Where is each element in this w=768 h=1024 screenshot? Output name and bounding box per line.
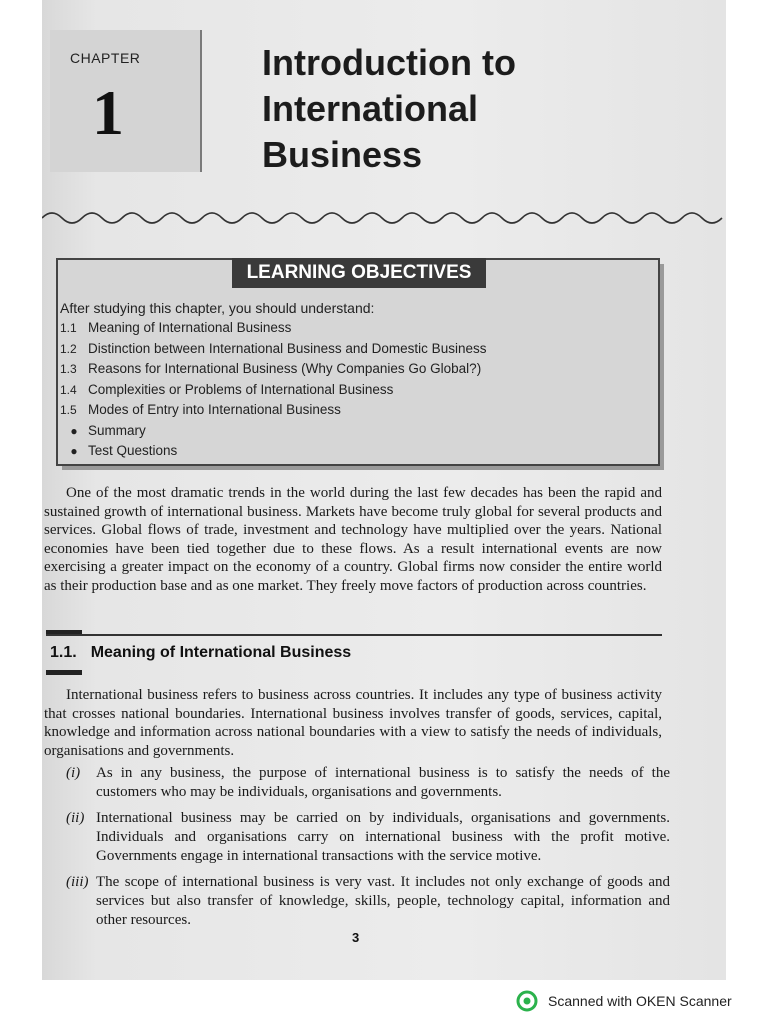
objective-item: 1.3 Reasons for International Business (Why Companies Go Global?) [60,361,482,376]
objective-item: 1.5 Modes of Entry into International Business [60,402,341,417]
point-item: (iii) The scope of international business is very vast. It includes not only exchange of goods and services but also transfer of knowledge, skills, people, technology capital, information and other resources. [66,874,670,928]
bullet-icon: ● [70,444,78,458]
objective-bullet: ● Summary [60,421,486,442]
point-item: (ii) International business may be carried on by individuals, organisations and governments. Individuals and organisations carry on international business with the profit motive. Governments engage in international transactions with the service motive. [66,810,670,864]
section-marker [46,670,82,675]
scanner-watermark [516,990,732,1012]
chapter-title-line: International [262,88,479,129]
wavy-divider [42,204,726,228]
page-number: 3 [352,930,360,945]
oken-logo-icon [516,990,538,1012]
objectives-heading: LEARNING OBJECTIVES [232,258,486,288]
section-heading: 1.1. Meaning of International Business [50,644,352,661]
objective-item: 1.1 Meaning of International Business [60,320,292,335]
chapter-title [262,40,516,178]
section-points [66,764,670,937]
objective-bullet: ● Test Questions [60,441,486,462]
section-rule [46,634,662,636]
section-paragraph: International business refers to business across countries. It includes any type of business activity that crosses national boundaries. International business involves transfer of goods, services, capital, knowledge and information across national boundaries with a view to satisfy the needs of individuals, organisations and governments. [44,687,662,759]
objectives-intro: After studying this chapter, you should understand: [60,300,375,316]
intro-paragraph: One of the most dramatic trends in the world during the last few decades has been the rapid and sustained growth of international business. Markets have become truly global for several products and services. Global flows of trade, investment and technology have multiplied over the years. National economies have been tied together due to these flows. As a result international events are now exercising a greater impact on the economy of a country. Global firms now consider the entire world as their production base and as one market. They freely move factors of production across countries. [44,485,662,594]
objective-item: 1.2 Distinction between International Business and Domestic Business [60,340,487,356]
bullet-icon: ● [70,423,78,438]
objectives-list [60,318,486,462]
chapter-title-line: Business [262,134,423,175]
point-item: (i) As in any business, the purpose of international business is to satisfy the needs of the customers who may be individuals, organisations and governments. [66,765,670,800]
objective-item: 1.4 Complexities or Problems of International Business [60,381,394,397]
chapter-number: 1 [92,77,124,148]
watermark-text: Scanned with OKEN Scanner [548,993,732,1009]
chapter-title-line: Introduction to [262,42,516,83]
chapter-label: CHAPTER [70,50,141,66]
